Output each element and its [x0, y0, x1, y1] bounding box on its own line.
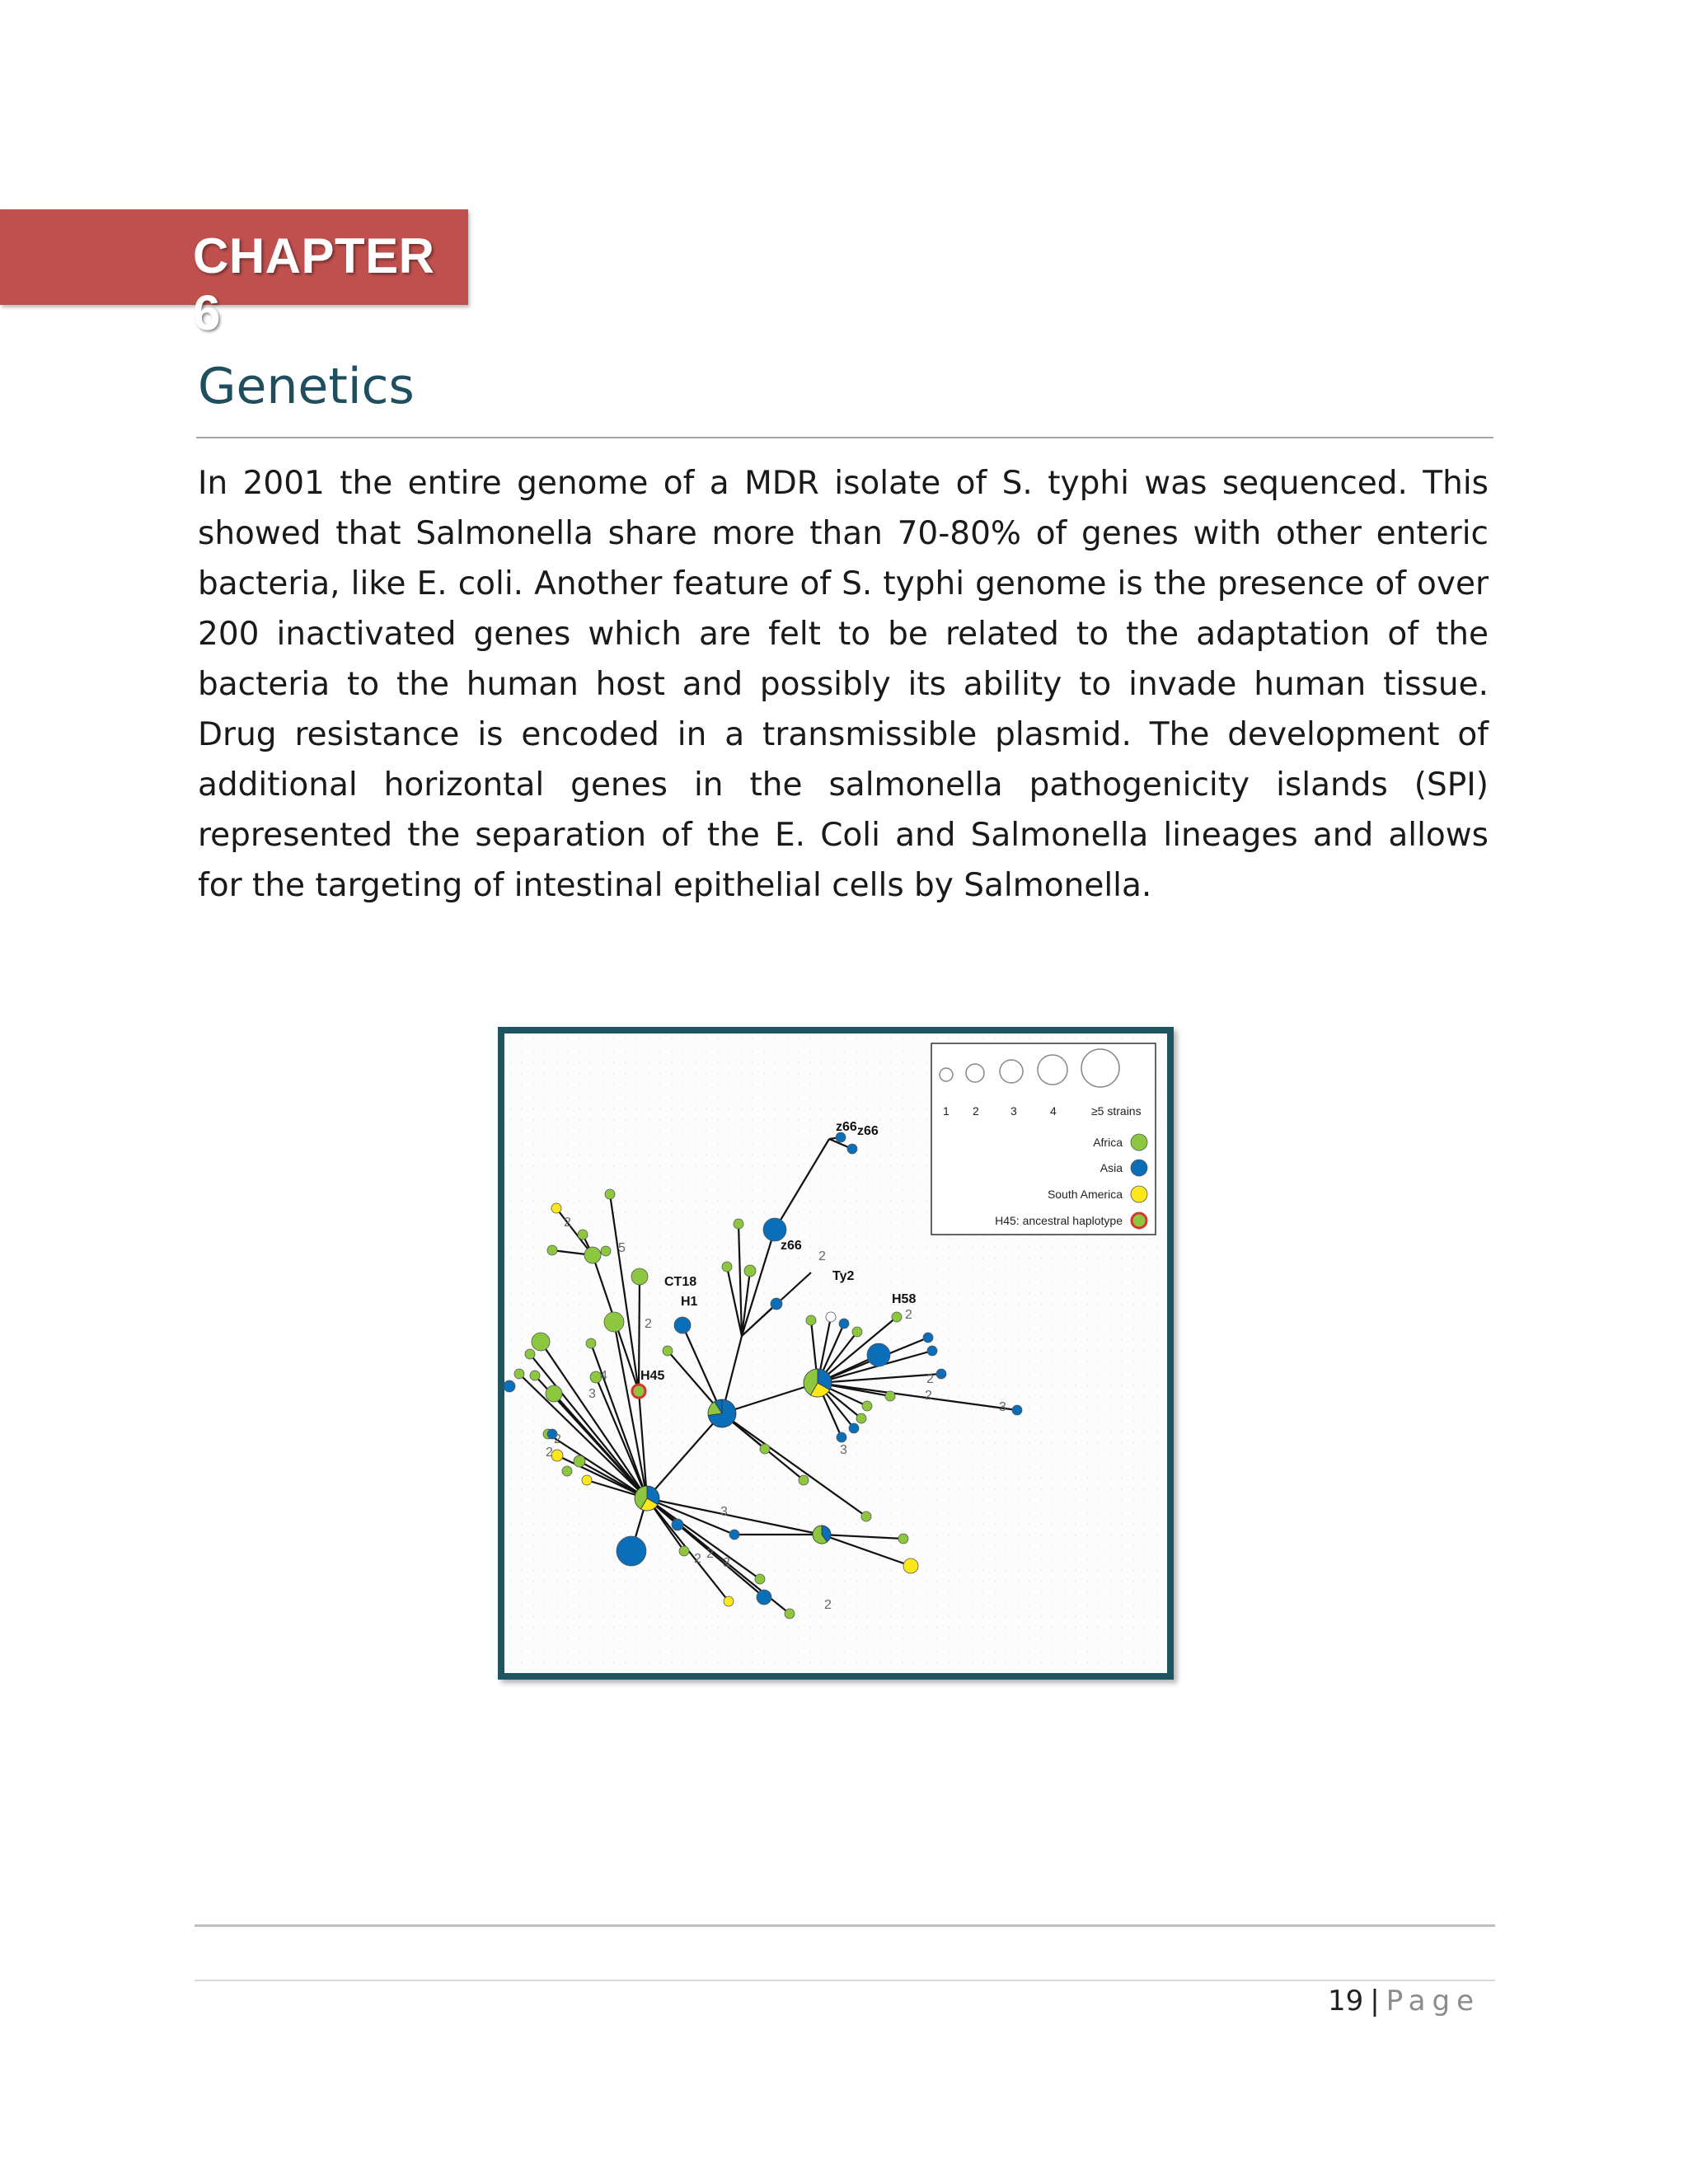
legend-size-circle: [940, 1068, 953, 1081]
edge-weight-label: 2: [645, 1317, 652, 1331]
haplotype-node: [1012, 1405, 1022, 1415]
edge-weight-label: 3: [840, 1443, 847, 1457]
edge-weight-label: 2: [905, 1308, 912, 1322]
legend-region-label: Africa: [1093, 1136, 1123, 1149]
edge-weight-label: 4: [600, 1369, 607, 1383]
legend-region-swatch: [1131, 1134, 1147, 1151]
legend-size-label: 1: [943, 1104, 950, 1118]
legend-size-circle: [1000, 1060, 1023, 1083]
node-label: Ty2: [832, 1269, 855, 1283]
haplotype-node: [729, 1530, 739, 1540]
edge-weight-label: 2: [546, 1446, 553, 1460]
haplotype-node: [578, 1230, 588, 1240]
haplotype-node: [617, 1536, 646, 1566]
haplotype-node: [504, 1380, 515, 1392]
haplotype-node: [885, 1391, 895, 1401]
node-label: H1: [681, 1295, 698, 1309]
haplotype-node: [760, 1444, 770, 1454]
node-label: CT18: [664, 1275, 697, 1289]
haplotype-node: [923, 1333, 933, 1343]
haplotype-node: [574, 1455, 585, 1467]
heading-divider: [196, 437, 1493, 438]
haplotype-node: [584, 1247, 601, 1263]
haplotype-node: [806, 1315, 816, 1325]
haplotype-node: [744, 1265, 756, 1277]
legend-size-circle: [966, 1064, 984, 1082]
legend-region-swatch: [1132, 1213, 1146, 1228]
edge-weight-label: 3: [723, 1556, 730, 1570]
legend-size-label: 3: [1010, 1104, 1017, 1118]
legend-size-label: 4: [1050, 1104, 1057, 1118]
haplotype-node: [547, 1245, 557, 1255]
edge-weight-label: 2: [564, 1216, 571, 1230]
haplotype-node: [837, 1432, 846, 1442]
section-title: Genetics: [198, 358, 415, 415]
haplotype-node: [724, 1596, 734, 1606]
haplotype-node: [856, 1413, 866, 1423]
legend-region-swatch: [1131, 1186, 1147, 1202]
ancestral-haplotype-node: [632, 1385, 645, 1398]
haplotype-node: [861, 1511, 871, 1521]
edge-weight-label: 3: [720, 1505, 728, 1519]
network-edge: [639, 1277, 640, 1391]
edge-weight-label: 2: [926, 1372, 934, 1386]
haplotype-node: [734, 1219, 743, 1229]
edge-weight-label: 2: [818, 1249, 826, 1263]
haplotype-node: [757, 1590, 771, 1605]
legend-size-circle: [1038, 1055, 1067, 1085]
haplotype-node: [546, 1385, 562, 1402]
legend-region-label: South America: [1047, 1188, 1123, 1201]
haplotype-node: [604, 1312, 624, 1332]
footer-divider-bottom: [195, 1980, 1495, 1981]
haplotype-node: [903, 1558, 918, 1573]
legend-region-label: Asia: [1100, 1161, 1123, 1174]
legend-size-label: ≥5 strains: [1091, 1104, 1142, 1118]
haplotype-node: [722, 1262, 732, 1272]
haplotype-node: [763, 1218, 786, 1241]
edge-weight-label: 3: [999, 1400, 1006, 1414]
chapter-label: CHAPTER 6: [193, 228, 435, 340]
node-label: z66: [781, 1239, 802, 1253]
haplotype-node: [862, 1401, 872, 1411]
haplotype-node: [525, 1349, 535, 1359]
haplotype-node: [586, 1338, 596, 1348]
haplotype-network-figure: [498, 1027, 1174, 1680]
page-separator: |: [1370, 1985, 1380, 2018]
haplotype-node: [530, 1371, 540, 1380]
edge-weight-label: 2: [925, 1389, 932, 1403]
haplotype-node: [799, 1475, 809, 1485]
page-word: Page: [1386, 1985, 1480, 2018]
node-label: z66: [857, 1124, 879, 1138]
haplotype-node: [826, 1312, 836, 1322]
legend-region-label: H45: ancestral haplotype: [995, 1214, 1123, 1227]
haplotype-node: [849, 1423, 859, 1433]
haplotype-node: [852, 1327, 862, 1337]
legend-size-circle: [1081, 1049, 1119, 1087]
haplotype-node: [551, 1203, 561, 1213]
page-number: 19: [1327, 1985, 1364, 2018]
haplotype-node: [663, 1346, 673, 1356]
haplotype-network-diagram: [504, 1033, 1167, 1673]
page-number-footer: [1328, 1985, 1480, 2018]
haplotype-node: [785, 1609, 795, 1619]
haplotype-node: [755, 1574, 765, 1584]
edge-weight-label: 2: [824, 1598, 832, 1612]
edge-weight-label: 2: [554, 1432, 561, 1446]
legend-region-swatch: [1131, 1160, 1147, 1176]
haplotype-node: [532, 1333, 550, 1351]
haplotype-node: [672, 1519, 683, 1530]
haplotype-node: [898, 1534, 908, 1544]
haplotype-node: [839, 1319, 849, 1329]
chapter-banner: [0, 209, 468, 340]
haplotype-node: [605, 1189, 615, 1199]
haplotype-node: [674, 1317, 691, 1333]
haplotype-node: [936, 1369, 946, 1379]
haplotype-node: [927, 1346, 937, 1356]
haplotype-node: [867, 1343, 890, 1366]
haplotype-node: [679, 1546, 689, 1556]
haplotype-node: [631, 1268, 648, 1285]
footer-divider-top: [195, 1924, 1495, 1927]
haplotype-node: [892, 1312, 902, 1322]
haplotype-node: [514, 1369, 524, 1379]
haplotype-node: [582, 1475, 592, 1485]
haplotype-node: [847, 1144, 857, 1154]
edge-weight-label: 2: [706, 1547, 714, 1561]
node-label: H45: [640, 1369, 665, 1383]
body-paragraph: In 2001 the entire genome of a MDR isolate of S. typhi was sequenced. This showed that Salmonella share more than 70-80% of genes with other enteric bacteria, like E. coli. Another feature of S. typhi genome is the presence of over 200 inactivated genes which are felt to be related to the adaptation of the bacteria to the human host and possibly its ability to invade human tissue. Drug resistance is encoded in a transmissible plasmid. The development of additional horizontal genes in the salmonella pathogenicity islands (SPI) represented the separation of the E. Coli and Salmonella lineages and allows for the targeting of intestinal epithelial cells by Salmonella.: [198, 465, 1489, 904]
edge-weight-label: 2: [694, 1552, 701, 1566]
node-label: H58: [892, 1292, 917, 1306]
haplotype-node: [771, 1298, 782, 1310]
edge-weight-label: 5: [618, 1241, 626, 1255]
haplotype-node: [562, 1466, 572, 1476]
haplotype-node: [551, 1450, 563, 1461]
node-label: z66: [836, 1120, 857, 1134]
legend-size-label: 2: [973, 1104, 979, 1118]
haplotype-node: [601, 1246, 611, 1256]
edge-weight-label: 3: [588, 1387, 596, 1401]
